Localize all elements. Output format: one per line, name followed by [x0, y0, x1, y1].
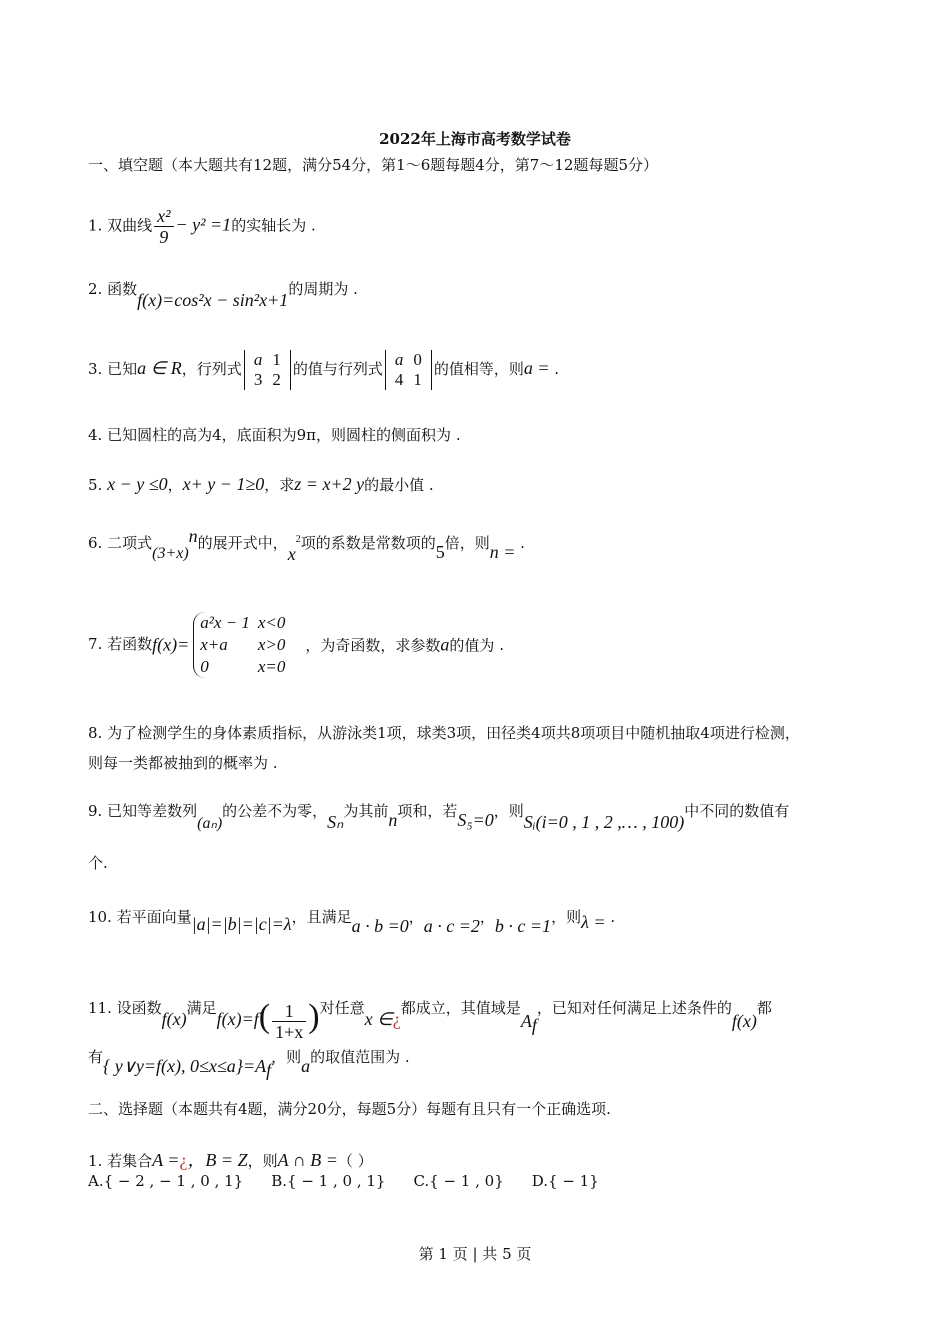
question-text: 双曲线	[107, 216, 153, 235]
math-expression: S₅=0	[457, 810, 494, 830]
question-text: 则每一类都被抽到的概率为	[88, 754, 269, 772]
math-expression: f(x)=cos²x − sin²x+1	[137, 290, 289, 310]
question-number: 4.	[88, 426, 103, 444]
question-text: 若集合	[107, 1152, 153, 1170]
question-text: 若函数	[107, 635, 153, 653]
exponent: n	[188, 526, 198, 546]
math-expression: a	[301, 1056, 311, 1076]
question-text: 中不同的数值有	[684, 802, 790, 820]
math-expression: A =	[152, 1150, 180, 1170]
question-text: 项和，若	[397, 802, 458, 820]
math-expression: x	[287, 544, 296, 564]
question-text: 为其前	[343, 802, 389, 820]
determinant-1	[244, 350, 291, 390]
math-expression: |a|=|b|=|c|=λ	[191, 914, 292, 934]
answer-blank-end: .	[610, 908, 616, 926]
det-cell: a	[394, 350, 404, 369]
question-text: 有	[88, 1048, 104, 1066]
question-7	[88, 612, 504, 678]
question-text: 的公差不为零，	[222, 802, 328, 820]
answer-blank-end: .	[428, 476, 434, 494]
det-cell: 4	[394, 370, 404, 389]
answer-blank-end: .	[455, 426, 461, 444]
question-text: ，则	[493, 802, 524, 820]
fraction-denominator: 1+x	[275, 1021, 304, 1042]
question-1	[88, 206, 316, 247]
section-choice-heading: 二、选择题（本题共有4题，满分20分，每题5分）每题有且只有一个正确选项.	[88, 1100, 611, 1118]
math-expression: f(x)	[731, 1011, 757, 1031]
question-text: 的取值范围为	[310, 1048, 401, 1066]
det-cell: 3	[253, 370, 263, 389]
math-expression: a · c =2	[423, 916, 480, 936]
math-expression: a	[440, 634, 450, 655]
piece-cond: x>0	[257, 635, 286, 654]
question-text: 的实轴长为	[231, 216, 307, 235]
subscript: f	[266, 1060, 272, 1080]
question-text: 函数	[107, 280, 138, 298]
question-text: 对任意	[319, 999, 365, 1017]
choice-question-1	[88, 1146, 373, 1172]
piecewise-definition	[193, 612, 305, 678]
question-text: 已知	[107, 360, 138, 378]
choice-options	[88, 1172, 627, 1190]
piece-cond: x=0	[257, 657, 286, 676]
question-11: 11. 设函数f(x)满足f(x)=f( $\frac{1}{1+x}$ )对任意x ∈¿都成立，其值域是$A_f$，已知对任何满足上述条件的f(x)都	[88, 998, 772, 1042]
question-number: 11.	[88, 999, 112, 1017]
answer-blank-end: .	[520, 534, 525, 552]
question-text: 若平面向量	[116, 908, 192, 926]
option-b: B.{ − 1 , 0 , 1}	[271, 1172, 386, 1190]
math-expression: z = x+2 y	[294, 474, 365, 494]
math-expression: Sᵢ(i=0 , 1 , 2 ,… , 100)	[523, 812, 685, 832]
math-expression: (3+x)	[152, 545, 189, 562]
question-number: 1.	[88, 1152, 103, 1170]
math-expression: a ∈ R	[137, 358, 182, 378]
question-text: ，	[167, 476, 183, 494]
math-expression: x+ y − 1≥0	[182, 474, 265, 494]
question-text: 的值相等，则	[433, 360, 524, 378]
fraction-numerator: 1	[272, 1001, 306, 1022]
question-text: 已知等差数列	[107, 802, 198, 820]
question-2	[88, 278, 358, 310]
question-text: 都	[756, 999, 772, 1017]
option-a: A.{ − 2 , − 1 , 0 , 1}	[88, 1172, 244, 1190]
question-text: ，行列式	[181, 360, 242, 378]
question-number: 5.	[88, 476, 103, 494]
fraction-numerator: x²	[154, 206, 173, 227]
exponent: 2	[295, 534, 301, 545]
math-expression: f(x)=f	[216, 1009, 259, 1029]
question-text: 为了检测学生的身体素质指标，从游泳类1项，球类3项，田径类4项共8项项目中随机抽取4项进行检测，	[107, 724, 800, 742]
question-text: 的值与行列式	[292, 360, 383, 378]
math-expression: n	[388, 810, 398, 830]
piece-expr: x+a	[200, 635, 228, 654]
math-expression: − y² =1	[175, 214, 232, 235]
question-text: 的最小值	[364, 476, 425, 494]
unknown-glyph: ¿	[179, 1150, 188, 1170]
question-number: 8.	[88, 724, 103, 742]
option-c: C.{ − 1 , 0}	[413, 1172, 504, 1190]
paper-title: 2022年上海市高考数学试卷	[379, 130, 571, 148]
question-text: 已知圆柱的高为4，底面积为9π，则圆柱的侧面积为	[107, 426, 452, 444]
subscript: f	[531, 1015, 537, 1035]
question-text: ，则	[271, 1048, 302, 1066]
math-expression: n =	[489, 542, 516, 562]
question-text: 设函数	[116, 999, 162, 1017]
det-cell: 1	[413, 370, 422, 389]
question-number: 2.	[88, 280, 103, 298]
math-expression: (aₙ)	[197, 815, 223, 832]
fraction	[272, 1001, 306, 1042]
question-text: 倍，则	[444, 534, 490, 552]
question-text: ，求	[264, 476, 295, 494]
question-number: 6.	[88, 534, 103, 552]
question-text: 满足	[186, 999, 217, 1017]
question-text: 个.	[88, 854, 108, 872]
question-number: 9.	[88, 802, 103, 820]
math-expression: a =	[523, 358, 550, 378]
question-5	[88, 474, 434, 495]
answer-blank-end: .	[499, 636, 504, 654]
question-text: 二项式	[107, 534, 153, 552]
question-3	[88, 350, 559, 390]
question-text: 的展开式中，	[197, 534, 288, 552]
page-footer: 第 1 页 | 共 5 页	[418, 1245, 532, 1263]
math-expression: f(x)=	[152, 634, 190, 655]
math-expression: λ =	[581, 912, 606, 932]
question-8-line-2	[88, 752, 278, 773]
math-expression: x ∈	[364, 1009, 393, 1029]
math-expression: b · c =1	[494, 916, 552, 936]
piece-expr: 0	[200, 657, 209, 676]
fraction	[154, 206, 173, 247]
piece-cond: x<0	[257, 613, 286, 632]
unknown-glyph: ¿	[392, 1009, 401, 1029]
math-expression: 5	[435, 542, 445, 562]
math-expression: { y∨y=f(x), 0≤x≤a}=A	[103, 1056, 267, 1076]
det-cell: a	[253, 350, 263, 369]
answer-blank-end: .	[404, 1048, 410, 1066]
question-6	[88, 526, 525, 564]
question-text: ，则	[551, 908, 582, 926]
math-expression: A	[520, 1011, 532, 1031]
det-cell: 0	[413, 350, 422, 369]
math-expression: Sₙ	[327, 812, 344, 832]
math-expression: x − y ≤0	[107, 474, 168, 494]
piece-expr: a²x − 1	[200, 613, 250, 632]
answer-blank-end: .	[272, 754, 278, 772]
question-number: 3.	[88, 360, 103, 378]
question-8	[88, 722, 800, 743]
det-cell: 1	[272, 350, 281, 369]
question-text: ，已知对任何满足上述条件的	[536, 999, 732, 1017]
math-expression: f(x)	[161, 1009, 187, 1029]
question-9-line-2	[88, 852, 108, 873]
answer-blank-end: .	[554, 360, 560, 378]
math-expression: ，B = Z	[187, 1150, 248, 1170]
question-text: 项的系数是常数项的	[300, 534, 436, 552]
question-text: 的周期为	[288, 280, 349, 298]
question-text: 都成立，其值域是	[400, 999, 521, 1017]
fraction-denominator: 9	[159, 227, 169, 247]
math-expression: A ∩ B =	[277, 1150, 338, 1170]
question-11-line-2	[88, 1046, 410, 1080]
section-fill-blank-heading: 一、填空题（本大题共有12题，满分54分，第1～6题每题4分，第7～12题每题5分）	[88, 156, 658, 174]
question-9	[88, 800, 790, 832]
det-cell: 2	[272, 370, 281, 389]
question-text: 的值为	[449, 636, 495, 655]
answer-blank-end: .	[353, 280, 358, 298]
question-text: ，则	[247, 1152, 278, 1170]
math-expression: a · b =0	[351, 916, 409, 936]
option-d: D.{ − 1}	[531, 1172, 599, 1190]
question-10: 10. 若平面向量|a|=|b|=|c|=λ，且满足a · b =0，a · c =2，b · c =1，则λ = .	[88, 908, 616, 936]
answer-paren: （ ）	[337, 1152, 373, 1170]
question-text: ，为奇函数，求参数	[305, 636, 441, 655]
question-number: 7.	[88, 635, 103, 653]
question-number: 1.	[88, 216, 103, 235]
question-4	[88, 424, 461, 445]
question-number: 10.	[88, 908, 112, 926]
determinant-2	[385, 350, 432, 390]
question-text: ，且满足	[291, 908, 352, 926]
answer-blank-end: .	[310, 216, 316, 235]
